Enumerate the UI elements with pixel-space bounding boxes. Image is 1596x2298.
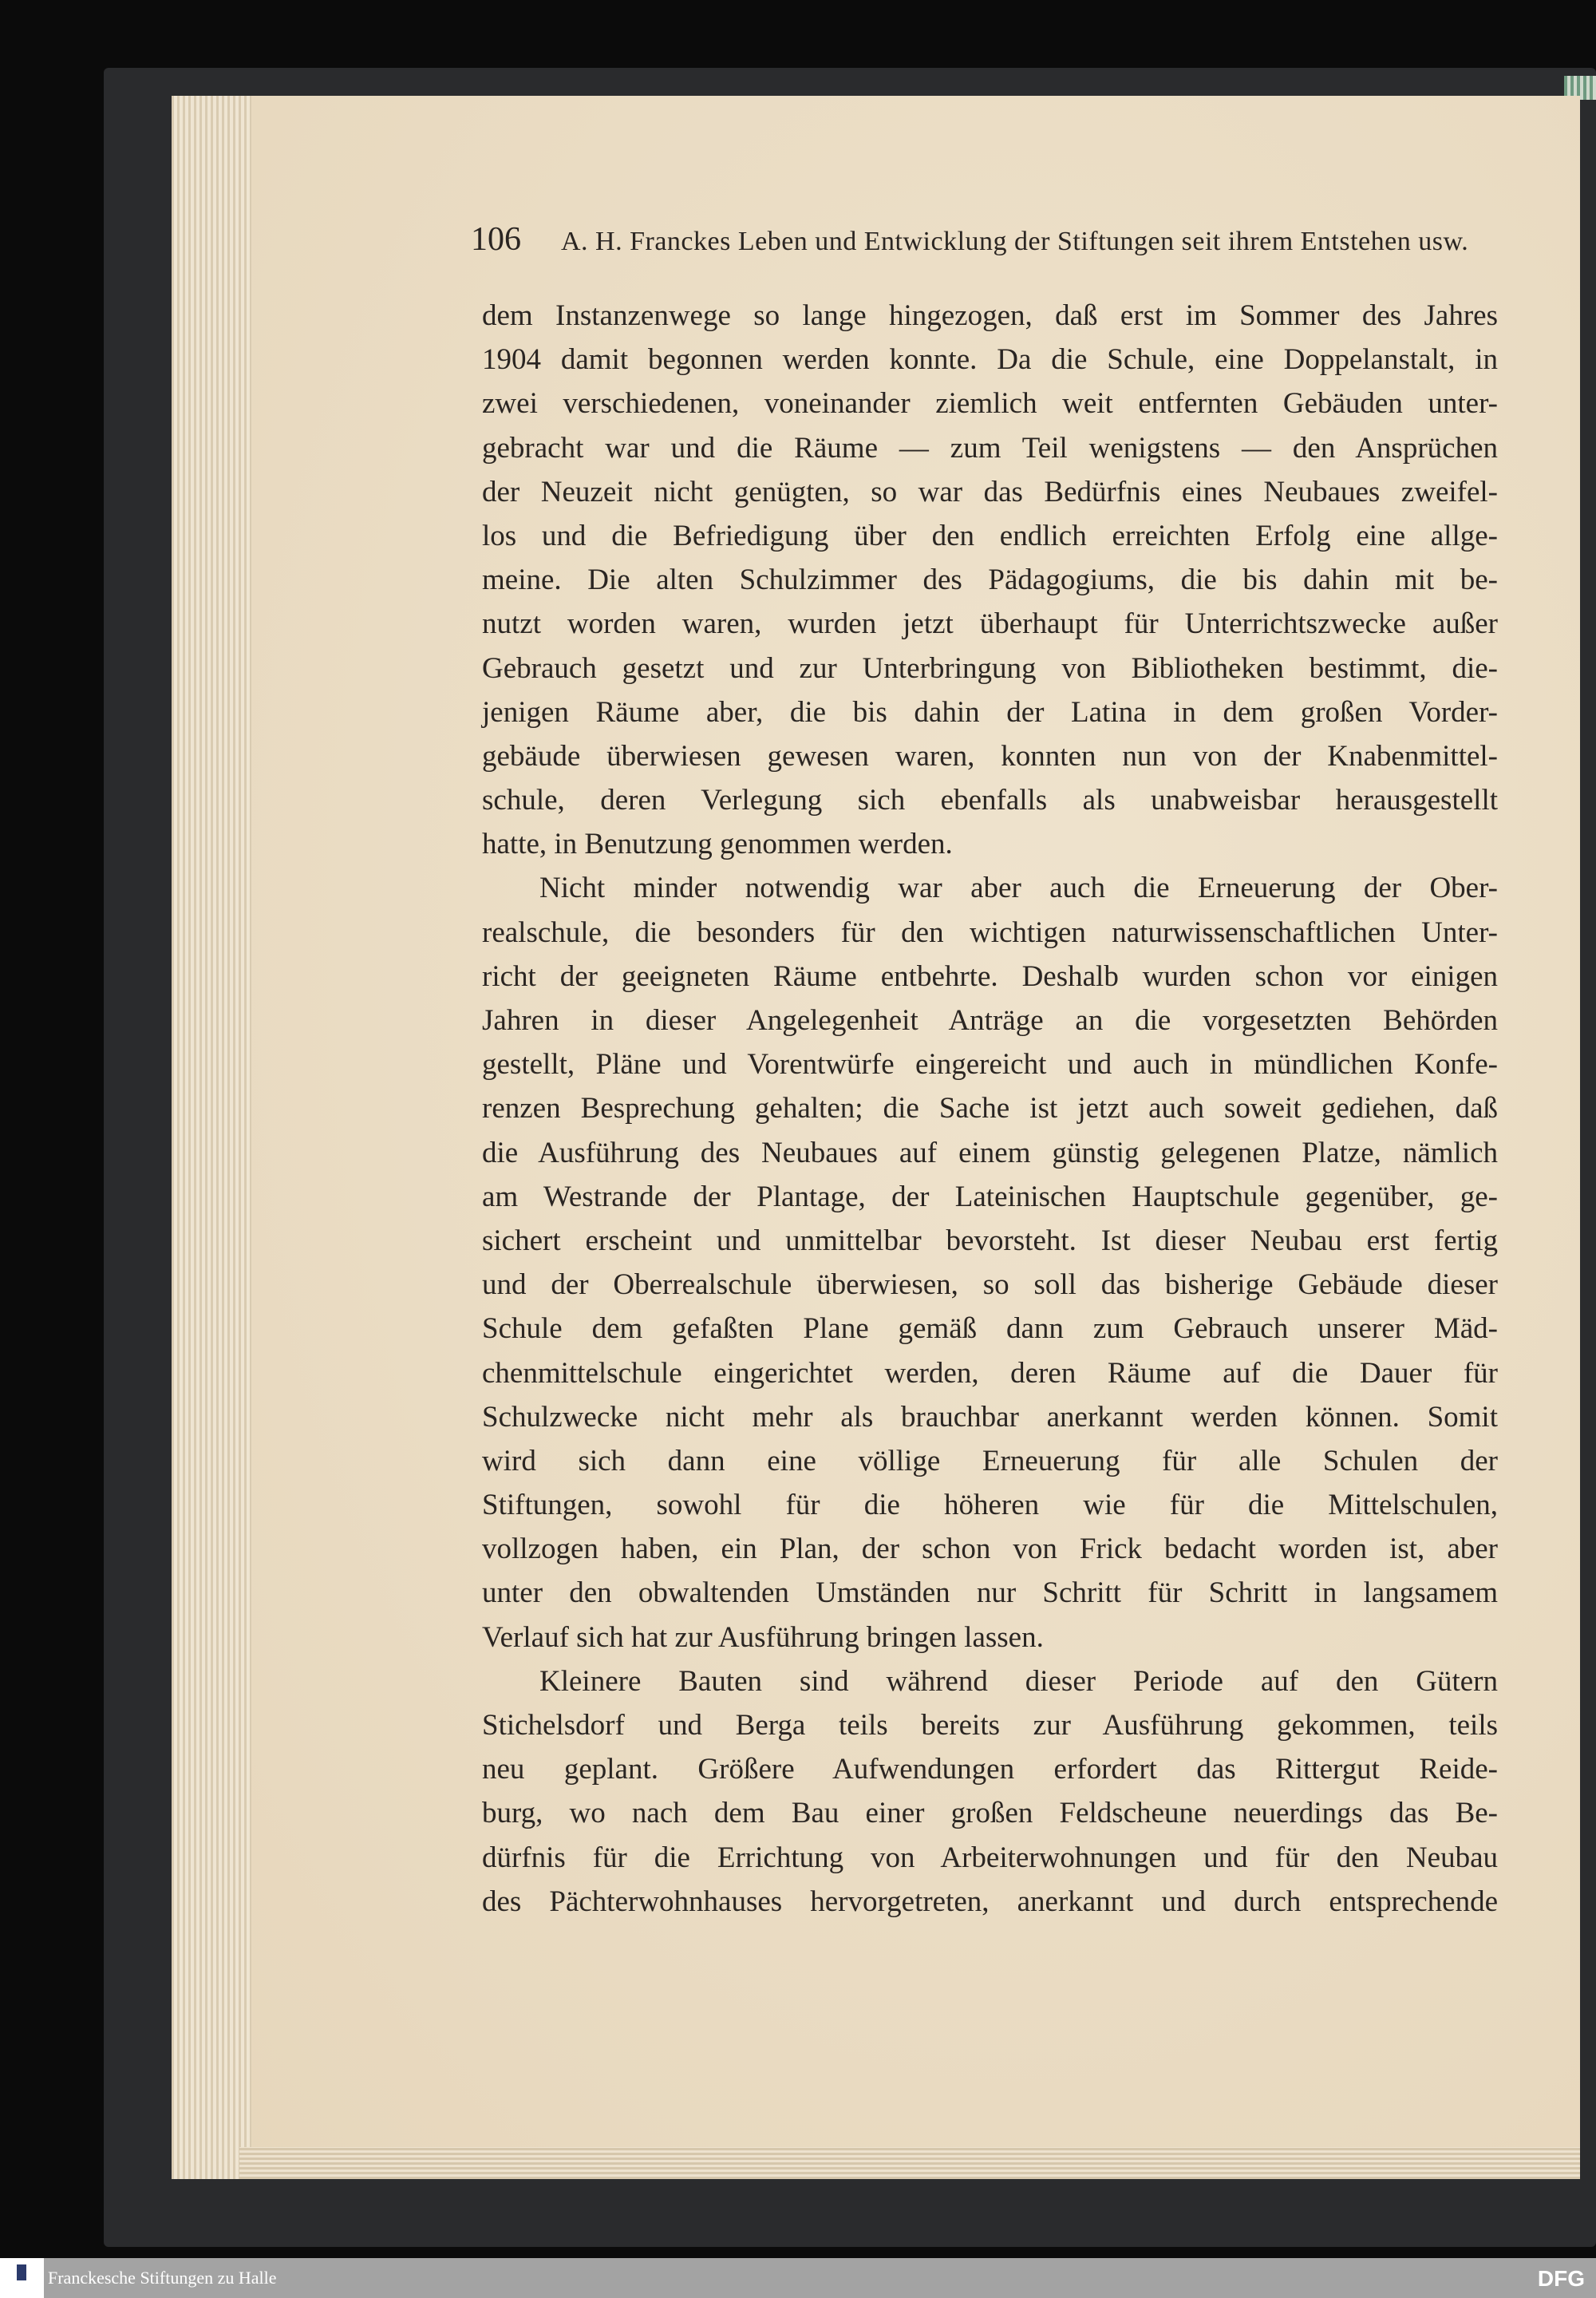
text-line: richt der geeigneten Räume entbehrte. Deshalb wurden schon vor einigen [482,959,1498,993]
text-line: am Westrande der Plantage, der Lateinischen Hauptschule gegenüber, ge- [482,1180,1498,1213]
page-edges [172,96,251,2179]
text-line: nutzt worden waren, wurden jetzt überhaupt für Unterrichtszwecke außer [482,607,1498,641]
institution-name: Franckesche Stiftungen zu Halle [48,2268,277,2288]
page-bottom-edges [239,2147,1580,2179]
text-line: Kleinere Bauten sind während dieser Periode auf den Gütern [539,1664,1498,1698]
text-line: wird sich dann eine völlige Erneuerung für alle Schulen der [482,1444,1498,1477]
text-line: dem Instanzenwege so lange hingezogen, daß erst im Sommer des Jahres [482,299,1498,332]
text-line: chenmittelschule eingerichtet werden, deren Räume auf die Dauer für [482,1356,1498,1390]
dfg-logo: DFG [1537,2266,1585,2291]
text-line: realschule, die besonders für den wichtigen naturwissenschaftlichen Unter- [482,916,1498,949]
text-line: schule, deren Verlegung sich ebenfalls als unabweisbar herausgestellt [482,784,1498,817]
text-line: Stiftungen, sowohl für die höheren wie für die Mittelschulen, [482,1489,1498,1522]
text-line: 1904 damit begonnen werden konnte. Da die Schule, eine Doppelanstalt, in [482,343,1498,377]
text-line: Jahren in dieser Angelegenheit Anträge an die vorgesetzten Behörden [482,1004,1498,1037]
text-line: renzen Besprechung gehalten; die Sache ist jetzt auch soweit gediehen, daß [482,1092,1498,1125]
running-title: A. H. Franckes Leben und Entwicklung der Stiftungen seit ihrem Entstehen usw. [561,227,1469,256]
text-line: Schulzwecke nicht mehr als brauchbar anerkannt werden können. Somit [482,1400,1498,1434]
running-header [471,220,1508,259]
text-line: sichert erscheint und unmittelbar bevorsteht. Ist dieser Neubau erst fertig [482,1224,1498,1257]
text-line: Schule dem gefaßten Plane gemäß dann zum Gebrauch unserer Mäd- [482,1312,1498,1346]
text-line: los und die Befriedigung über den endlich erreichten Erfolg eine allge- [482,519,1498,552]
body-text [482,294,1498,1924]
text-line: vollzogen haben, ein Plan, der schon von Frick bedacht worden ist, aber [482,1533,1498,1566]
page-number: 106 [471,221,521,258]
text-line: neu geplant. Größere Aufwendungen erfordert das Rittergut Reide- [482,1753,1498,1786]
text-line: Verlauf sich hat zur Ausführung bringen lassen. [482,1620,1044,1654]
text-line: und der Oberrealschule überwiesen, so soll das bisherige Gebäude dieser [482,1268,1498,1302]
text-line: gestellt, Pläne und Vorentwürfe eingereicht und auch in mündlichen Konfe- [482,1048,1498,1082]
text-line: die Ausführung des Neubaues auf einem günstig gelegenen Platze, nämlich [482,1136,1498,1169]
text-line: jenigen Räume aber, die bis dahin der Latina in dem großen Vorder- [482,695,1498,729]
text-line: burg, wo nach dem Bau einer großen Feldscheune neuerdings das Be- [482,1797,1498,1830]
text-line: meine. Die alten Schulzimmer des Pädagogiums, die bis dahin mit be- [482,564,1498,597]
text-line: hatte, in Benutzung genommen werden. [482,828,953,861]
institution-logo [0,2258,44,2298]
text-line: Nicht minder notwendig war aber auch die Erneuerung der Ober- [539,872,1498,905]
text-line: zwei verschiedenen, voneinander ziemlich weit entfernten Gebäuden unter- [482,387,1498,421]
text-line: der Neuzeit nicht genügten, so war das Bedürfnis eines Neubaues zweifel- [482,475,1498,508]
text-line: Stichelsdorf und Berga teils bereits zur Ausführung gekommen, teils [482,1709,1498,1742]
text-line: dürfnis für die Errichtung von Arbeiterwohnungen und für den Neubau [482,1841,1498,1874]
text-line: des Pächterwohnhauses hervorgetreten, anerkannt und durch entsprechende [482,1885,1498,1918]
viewer-footer [0,2258,1596,2298]
text-line: gebracht war und die Räume — zum Teil wenigstens — den Ansprüchen [482,431,1498,465]
text-line: gebäude überwiesen gewesen waren, konnten nun von der Knabenmittel- [482,739,1498,773]
text-line: Gebrauch gesetzt und zur Unterbringung von Bibliotheken bestimmt, die- [482,651,1498,685]
text-line: unter den obwaltenden Umständen nur Schritt für Schritt in langsamem [482,1576,1498,1610]
